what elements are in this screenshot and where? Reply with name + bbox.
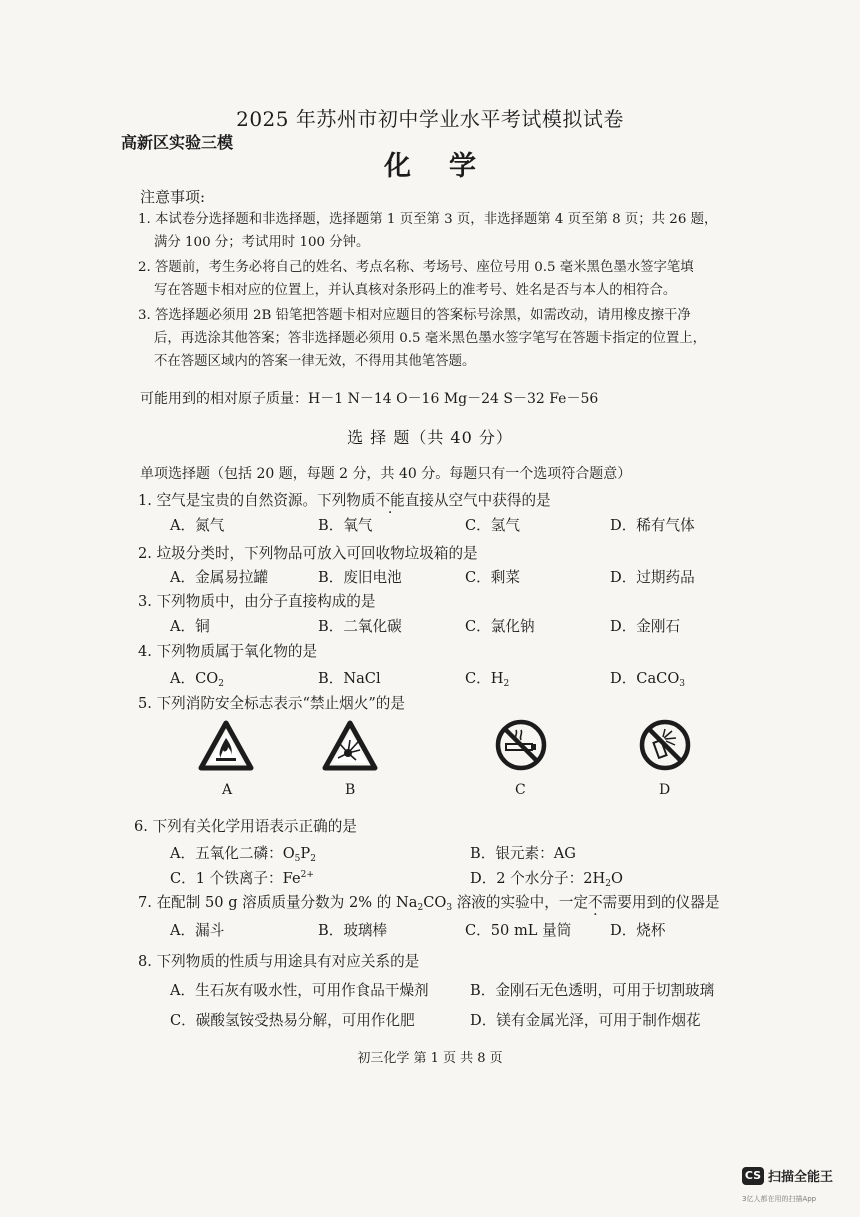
explosive-warning-icon: [322, 720, 378, 772]
stem-part: 需要用到的仪器是: [602, 894, 720, 911]
notes-heading: 注意事项:: [140, 188, 206, 206]
stem-part: 直接从空气中获得的是: [404, 492, 551, 509]
note-line: 后，再选涂其他答案；答非选择题必须用 0.5 毫米黑色墨水签字笔写在答题卡指定的位置上，: [154, 331, 707, 346]
subscript: 3: [679, 679, 686, 689]
option-text: P: [300, 845, 311, 862]
sign-label-a: A: [222, 782, 233, 798]
exam-title: 2025 年苏州市初中学业水平考试模拟试卷: [236, 107, 624, 131]
question-4-option-d: [610, 667, 685, 689]
question-1-option-c: C．氢气: [465, 517, 520, 534]
option-text: A．五氧化二磷：O: [170, 845, 295, 862]
question-6-option-a: [170, 842, 316, 864]
question-3-option-c: C．氯化钠: [465, 618, 535, 635]
subscript: 2: [503, 679, 510, 689]
stem-part: CO: [423, 894, 447, 911]
subscript: 2: [417, 903, 424, 913]
option-text: O: [610, 870, 623, 887]
question-1-option-b: B．氧气: [318, 517, 373, 534]
question-5-stem: 5. 下列消防安全标志表示“禁止烟火”的是: [138, 695, 405, 712]
note-line: 1. 本试卷分选择题和非选择题，选择题第 1 页至第 3 页，非选择题第 4 页至第 8 页；共 26 题，: [138, 212, 718, 227]
question-1-stem: [138, 489, 551, 510]
question-3-option-d: D．金刚石: [610, 618, 681, 635]
subject-title: 化学: [384, 151, 514, 182]
question-8-option-a: A．生石灰有吸水性，可用作食品干燥剂: [170, 982, 429, 999]
question-7-option-b: B．玻璃棒: [318, 922, 388, 939]
formula: D．CaCO: [610, 670, 680, 687]
no-smoking-icon: [494, 718, 548, 772]
sign-label-c: C: [515, 782, 526, 798]
section-title: 选 择 题（共 40 分）: [347, 428, 513, 447]
scanner-app-name: 扫描全能王: [768, 1170, 834, 1185]
subscript: 3: [446, 903, 453, 913]
superscript: 2+: [300, 870, 314, 880]
question-7-option-d: D．烧杯: [610, 922, 666, 939]
question-8-stem: 8. 下列物质的性质与用途具有对应关系的是: [138, 953, 420, 970]
stem-part: 溶液的实验中，一定: [452, 894, 589, 911]
flammable-warning-icon: [198, 720, 254, 772]
question-2-option-b: B．废旧电池: [318, 569, 402, 586]
question-3-option-a: A．铜: [170, 618, 210, 635]
emphasis-mark: 不: [588, 894, 603, 911]
subscript: 2: [310, 854, 316, 864]
question-1-option-a: A．氮气: [170, 517, 225, 534]
question-4-option-c: [465, 667, 509, 689]
question-8-option-c: C．碳酸氢铵受热易分解，可用作化肥: [170, 1012, 415, 1029]
note-item-2: [140, 256, 765, 302]
question-3-option-b: B．二氧化碳: [318, 618, 402, 635]
subscript: 2: [605, 879, 611, 889]
scanner-watermark: [742, 1166, 833, 1185]
stem-part: 7. 在配制 50 g 溶质质量分数为 2% 的 Na: [138, 894, 418, 911]
section-instructions: 单项选择题（包括 20 题，每题 2 分，共 40 分。每题只有一个选项符合题意）: [140, 466, 632, 482]
subscript: 5: [294, 854, 301, 864]
no-fireworks-icon: [638, 718, 692, 772]
question-6-option-d: [470, 867, 623, 889]
sign-label-b: B: [345, 782, 356, 798]
question-1-option-d: D．稀有气体: [610, 517, 695, 534]
note-line: 不在答题区域内的答案一律无效，不得用其他笔答题。: [154, 354, 476, 369]
stem-part: 1. 空气是宝贵的自然资源。下列物质: [138, 492, 376, 509]
sign-label-d: D: [659, 782, 671, 798]
question-2-stem: 2. 垃圾分类时，下列物品可放入可回收物垃圾箱的是: [138, 545, 478, 562]
question-8-option-b: B．金刚石无色透明，可用于切割玻璃: [470, 982, 715, 999]
note-item-1: [140, 208, 765, 254]
note-line: 写在答题卡相对应的位置上，并认真核对条形码上的准考号、姓名是否与本人的相符合。: [154, 283, 677, 298]
note-line: 2. 答题前，考生务必将自己的姓名、考点名称、考场号、座位号用 0.5 毫米黑色墨水签字笔填: [138, 260, 694, 275]
page-footer: 初三化学 第 1 页 共 8 页: [357, 1051, 503, 1066]
option-text: C．1 个铁离子：Fe: [170, 870, 301, 887]
subscript: 2: [218, 679, 224, 689]
scanner-tagline: 3亿人都在用的扫描App: [742, 1195, 817, 1203]
exam-region-label: 高新区实验三模: [121, 133, 234, 152]
atomic-masses: 可能用到的相对原子质量：H－1 N－14 O－16 Mg－24 S－32 Fe－56: [140, 391, 599, 407]
question-6-option-b: B．银元素：AG: [470, 845, 576, 862]
scanner-logo-icon: CS: [742, 1167, 764, 1185]
question-4-stem: 4. 下列物质属于氧化物的是: [138, 643, 318, 660]
question-6-stem: 6. 下列有关化学用语表示正确的是: [134, 818, 357, 835]
note-line: 满分 100 分；考试用时 100 分钟。: [154, 235, 370, 250]
note-item-3: [140, 304, 765, 373]
question-3-stem: 3. 下列物质中，由分子直接构成的是: [138, 593, 376, 610]
formula: A．CO: [170, 670, 219, 687]
question-7-stem: [138, 891, 719, 913]
question-2-option-a: A．金属易拉罐: [170, 569, 269, 586]
question-7-option-c: C．50 mL 量筒: [465, 922, 572, 939]
question-2-option-c: C．剩菜: [465, 569, 520, 586]
option-text: D．2 个水分子：2H: [470, 870, 606, 887]
emphasis-mark: 不能: [375, 492, 405, 509]
formula: C．H: [465, 670, 504, 687]
note-line: 3. 答选择题必须用 2B 铅笔把答题卡相对应题目的答案标号涂黑，如需改动，请用橡皮擦干净: [138, 308, 691, 323]
question-4-option-a: [170, 667, 224, 689]
question-8-option-d: D．镁有金属光泽，可用于制作烟花: [470, 1012, 701, 1029]
question-6-option-c: [170, 867, 314, 888]
question-2-option-d: D．过期药品: [610, 569, 695, 586]
question-4-option-b: B．NaCl: [318, 670, 381, 687]
question-7-option-a: A．漏斗: [170, 922, 225, 939]
